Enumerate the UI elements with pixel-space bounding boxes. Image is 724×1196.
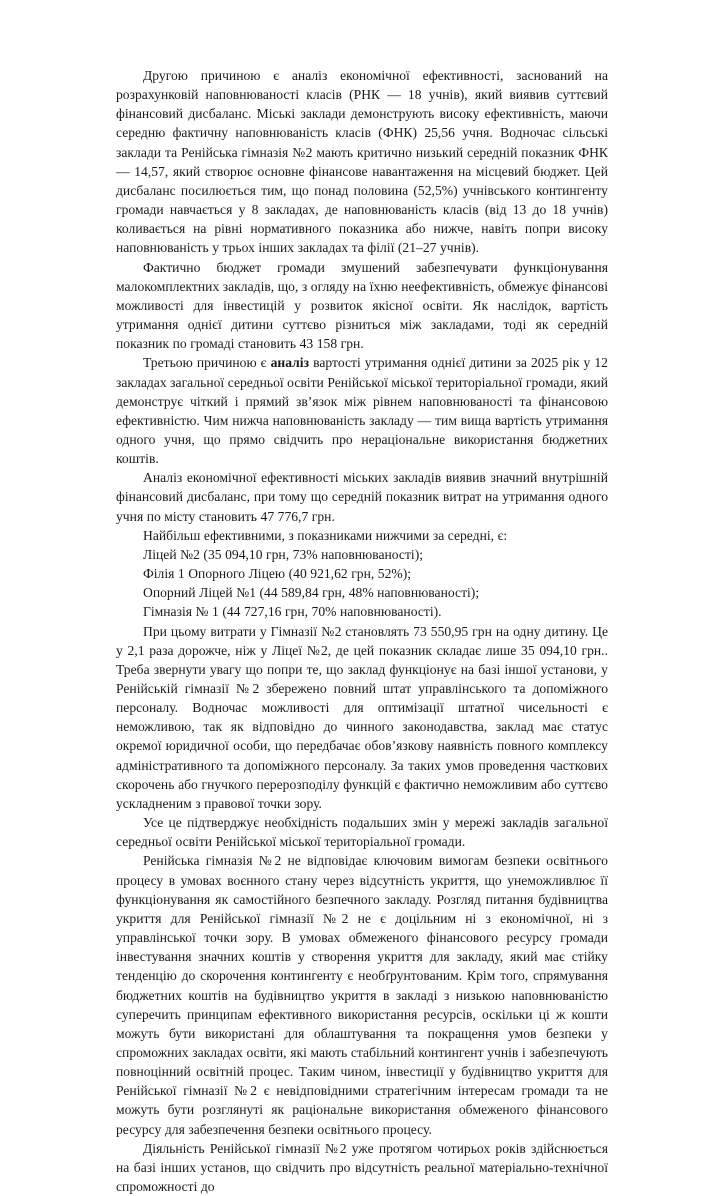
paragraph-1: Другою причиною є аналіз економічної ефективності, заснований на розрахунковій наповнюваності класів (РНК — 18 учнів), який виявив суттєвий фінансовий дисбаланс. Міські заклади демонструють високу ефективність, маючи середню фактичну наповнюваність класів (ФНК) 25,56 учня. Водночас сільські заклади та Ренійська гімназія №2 мають критично низький середній показник ФНК — 14,57, який створює основне фінансове навантаження на місцевий бюджет. Цей дисбаланс посилюється тим, що понад половина (52,5%) учнівського контингенту громади навчається у 8 закладах, де наповнюваність класів (від 13 до 18 учнів) коливається на рівні нормативного показника або нижче, навіть попри високу наповнюваність у трьох інших закладах та філії (21–27 учнів). [116,68,608,256]
paragraph-3-rest: вартості утримання однієї дитини за 2025 рік у 12 закладах загальної середньої освіти Ренійської міської територіальної громади, який демонструє чіткий і прямий зв’язок між рівнем наповнюваності та фінансовою ефективністю. Чим нижча наповнюваність закладу — тим вища вартість утримання одного учня, що прямо свідчить про нераціональне використання бюджетних коштів. [116,355,608,467]
list-item-licey-2: Ліцей №2 (35 094,10 грн, 73% наповнюваності); [143,546,424,562]
paragraph-3 [116,353,608,468]
list-item-oporniy-licey-1: Опорний Ліцей №1 (44 589,84 грн, 48% наповнюваності); [143,585,480,601]
paragraph-4: Аналіз економічної ефективності міських закладів виявив значний внутрішній фінансовий дисбаланс, при тому що середній показник витрат на утримання одного учня по місту становить 47 776,7 грн. [116,470,608,524]
list-item-gimnazia-1: Гімназія № 1 (44 727,16 грн, 70% наповнюваності). [143,604,442,620]
paragraph-8: Ренійська гімназія №2 не відповідає ключовим вимогам безпеки освітнього процесу в умовах воєнного стану через відсутність укриття, що унеможливлює її функціонування як самостійного безпечного закладу. Розгляд питання будівництва укриття для Ренійської гімназії №2 не є доцільним ні з економічної, ні з управлінської точки зору. В умовах обмеженого фінансового ресурсу громади інвестування значних коштів у створення укриття для закладу, який має стійку тенденцію до скорочення контингенту є необґрунтованим. Крім того, спрямування бюджетних коштів на будівництво укриття в закладі з низькою наповнюваністю суперечить принципам ефективного використання ресурсів, оскільки ці ж кошти можуть бути використані для облаштування та покращення умов безпеки у спроможних закладах освіти, які мають стабільний контингент учнів і забезпечують повноцінний освітній процес. Таким чином, інвестиції у будівництво укриття для Ренійської гімназії №2 є невідповідними стратегічним інтересам громади та не можуть бути розглянуті як раціональне використання обмеженого фінансового ресурсу для забезпечення безпеки освітнього процесу. [116,853,608,1137]
document-body [116,66,608,1196]
paragraph-3-emphasis: аналіз [270,355,310,371]
paragraph-9: Діяльність Ренійської гімназії №2 уже протягом чотирьох років здійснюється на базі інших установ, що свідчить про відсутність реальної матеріально-технічної спроможності до [116,1140,608,1195]
paragraph-7: Усе це підтверджує необхідність подальших змін у мережі закладів загальної середньої освіти Ренійської міської територіальної громади. [116,815,608,850]
list-item-filia-1: Філія 1 Опорного Ліцею (40 921,62 грн, 52%); [143,566,412,582]
paragraph-5-list-intro: Найбільш ефективними, з показниками нижчими за середні, є: [143,527,508,543]
paragraph-2: Фактично бюджет громади змушений забезпечувати функціонування малокомплектних закладів, що, з огляду на їхню неефективність, обмежує фінансові можливості для інвестицій у розвиток якісної освіти. Як наслідок, вартість утримання однієї дитини суттєво різниться між закладами, тоді як середній показник по громаді становить 43 158 грн. [116,259,608,352]
paragraph-6: При цьому витрати у Гімназії №2 становлять 73 550,95 грн на одну дитину. Це у 2,1 раза дорожче, ніж у Ліцеї №2, де цей показник складає лише 35 094,10 грн.. Треба звернути увагу що попри те, що заклад функціонує на базі іншої установи, у Ренійській гімназії №2 збережено повний штат управлінського та допоміжного персоналу. Водночас можливості для оптимізації штатної чисельності є неможливою, так як відповідно до чинного законодавства, заклад має статус окремої юридичної особи, що передбачає обов’язкову наявність повного комплексу адміністративного та допоміжного персоналу. За таких умов проведення часткових скорочень або гнучкого перерозподілу функцій є фактично неможливим або суттєво ускладненим з правової точки зору. [116,623,608,811]
paragraph-3-lead: Третьою причиною є [143,355,271,371]
